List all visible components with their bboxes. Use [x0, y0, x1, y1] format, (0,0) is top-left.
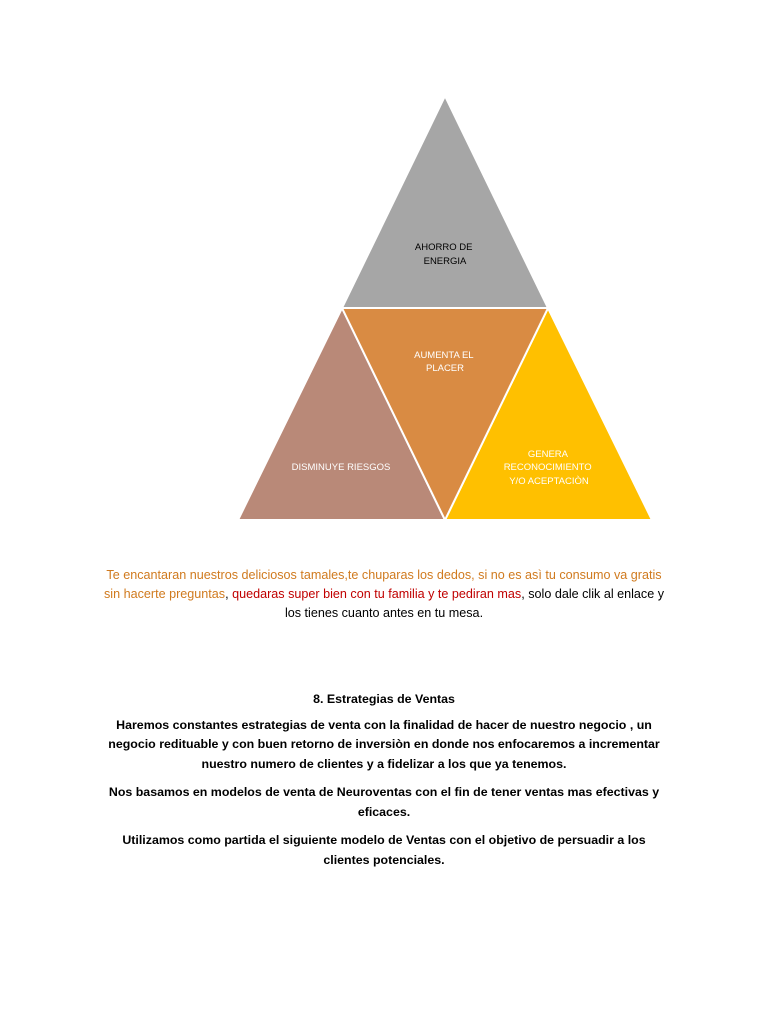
- label-ahorro-energia: AHORRO DE ENERGIA: [414, 242, 473, 267]
- paragraph-neuroventas: Nos basamos en modelos de venta de Neuroventas con el fin de tener ventas mas efectivas y eficaces.: [108, 785, 660, 819]
- promo-text-black: , solo dale clik al enlace y los tienes cuanto antes en tu mesa.: [284, 587, 665, 620]
- promo-text-red: quedaras super bien con tu familia y te pediran mas: [232, 587, 522, 601]
- promo-text-orange: Te encantaran nuestros deliciosos tamales,te chuparas los dedos, si no es asì tu consumo va gratis sin hacerte preguntas: [103, 568, 662, 601]
- label-aumenta-placer: AUMENTA EL PLACER: [414, 350, 474, 374]
- triangle-top-ahorro: [342, 96, 548, 308]
- paragraph-strategies: Haremos constantes estrategias de venta con la finalidad de hacer de nuestro negocio , un negocio redituable y con buen retorno de inversiòn en donde nos enfocaremos a incrementar nuestro numero de clientes y a fidelizar a los que ya tenemos.: [108, 717, 660, 771]
- label-disminuye-riesgos: DISMINUYE RIESGOS: [291, 462, 391, 473]
- sales-strategy-section: [100, 690, 668, 879]
- promo-separator: ,: [225, 587, 233, 601]
- promo-paragraph: [100, 566, 668, 623]
- paragraph-sales-model: Utilizamos como partida el siguiente modelo de Ventas con el objetivo de persuadir a los clientes potenciales.: [122, 833, 646, 867]
- label-genera-reconocimiento: GENERA RECONOCIMIENTO Y/O ACEPTACIÒN: [503, 449, 592, 487]
- section-heading: 8. Estrategias de Ventas: [313, 692, 455, 706]
